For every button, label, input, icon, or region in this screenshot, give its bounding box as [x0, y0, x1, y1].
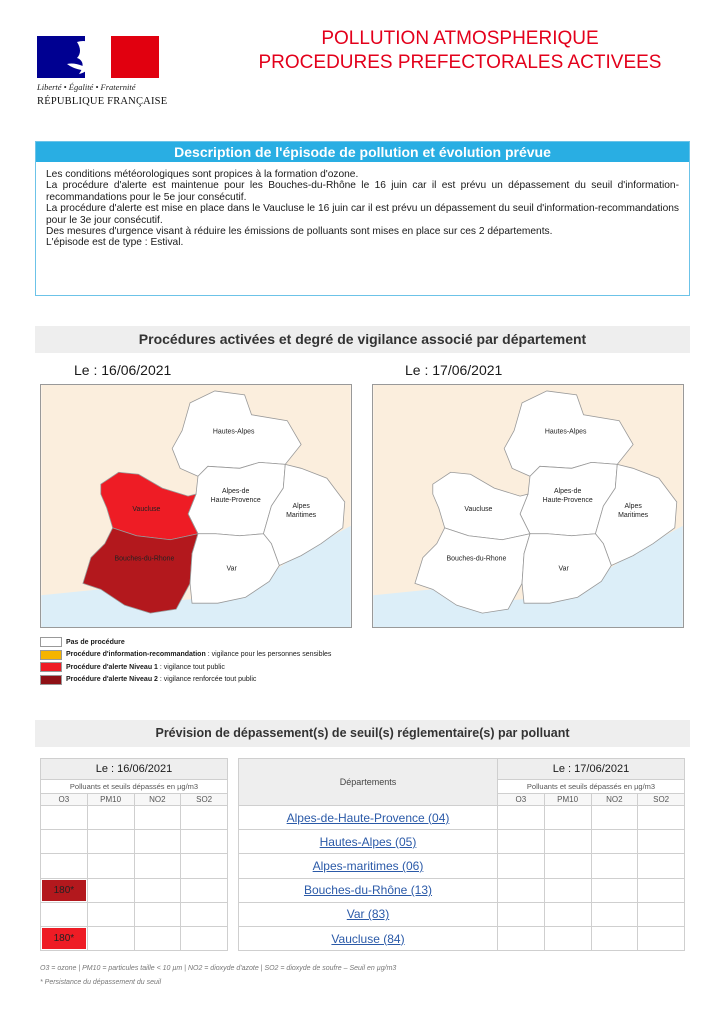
label-am-1: Alpes: [292, 502, 310, 510]
page-title: [205, 27, 715, 75]
pollutant-value: [89, 831, 133, 852]
value-cell: [181, 830, 228, 854]
pollutant-value: [182, 831, 226, 852]
pollutant-value: [89, 904, 133, 925]
table-subhead: Polluants et seuils dépassés en µg/m3: [498, 780, 685, 794]
pollutant-value: [593, 880, 637, 901]
value-cell: [181, 878, 228, 902]
col-no2: NO2: [591, 794, 638, 806]
value-cell: [591, 902, 638, 926]
legend-level: Procédure d'alerte Niveau 1: [66, 663, 158, 671]
value-cell: [41, 926, 88, 950]
pollutant-value: 180*: [42, 880, 86, 901]
value-cell: [544, 926, 591, 950]
table-row: [498, 902, 685, 926]
value-cell: [134, 902, 181, 926]
table-row: [41, 830, 228, 854]
marianne-logo-icon: [37, 36, 159, 78]
label-hautes-alpes: Hautes-Alpes: [544, 428, 587, 436]
value-cell: [87, 902, 134, 926]
title-line-1: POLLUTION ATMOSPHERIQUE: [321, 28, 599, 49]
value-cell: [638, 830, 685, 854]
value-cell: [638, 878, 685, 902]
label-var: Var: [226, 565, 237, 573]
table-row: [41, 854, 228, 878]
pollutant-value: [593, 928, 637, 949]
pollutant-value: [639, 880, 683, 901]
value-cell: [181, 854, 228, 878]
legend-row: [40, 674, 400, 687]
pollutant-value: [499, 855, 543, 876]
legend-level: Procédure d'information-recommandation: [66, 651, 206, 659]
republic-name: RÉPUBLIQUE FRANÇAISE: [37, 96, 168, 107]
value-cell: [87, 926, 134, 950]
col-o3: O3: [498, 794, 545, 806]
label-ahp-2: Haute-Provence: [210, 497, 261, 505]
pollutant-value: [42, 904, 86, 925]
description-body: [36, 162, 689, 249]
legend-swatch: [40, 637, 62, 647]
pollutant-value: [639, 807, 683, 828]
value-cell: [544, 806, 591, 830]
col-so2: SO2: [181, 794, 228, 806]
table-row: [498, 854, 685, 878]
pollutant-value: [89, 880, 133, 901]
table-row: [498, 878, 685, 902]
department-link[interactable]: Bouches-du-Rhône (13): [303, 883, 433, 898]
value-cell: [181, 902, 228, 926]
value-cell: [134, 806, 181, 830]
col-o3: O3: [41, 794, 88, 806]
pollutant-value: [639, 904, 683, 925]
value-cell: [134, 926, 181, 950]
table-row: [239, 926, 498, 950]
value-cell: [498, 902, 545, 926]
pollutant-value: [639, 831, 683, 852]
label-ahp-2: Haute-Provence: [542, 497, 593, 505]
value-cell: [87, 806, 134, 830]
value-cell: [134, 854, 181, 878]
pollutant-value: [42, 831, 86, 852]
department-link[interactable]: Alpes-de-Haute-Provence (04): [286, 810, 450, 825]
legend-swatch: [40, 650, 62, 660]
table-date: Le : 16/06/2021: [41, 759, 228, 780]
pollutant-value: [499, 807, 543, 828]
table-row: [41, 926, 228, 950]
title-line-2: PROCEDURES PREFECTORALES ACTIVEES: [258, 52, 662, 73]
legend-desc: : vigilance tout public: [157, 663, 225, 671]
pollutant-value: [639, 855, 683, 876]
label-vaucluse: Vaucluse: [132, 505, 161, 513]
value-cell: [498, 878, 545, 902]
value-cell: [498, 854, 545, 878]
pollutant-value: [182, 807, 226, 828]
value-cell: [87, 830, 134, 854]
col-pm10: PM10: [87, 794, 134, 806]
legend-desc: : vigilance pour les personnes sensibles: [205, 651, 332, 659]
value-cell: [41, 830, 88, 854]
pollutant-value: [89, 928, 133, 949]
pollutant-value: [182, 928, 226, 949]
pollutant-value: [499, 904, 543, 925]
pollutant-value: [136, 855, 180, 876]
departments-header: Départements: [239, 759, 498, 806]
map1-date: Le : 16/06/2021: [74, 362, 172, 378]
table-row: [239, 806, 498, 830]
pollutant-value: [546, 831, 590, 852]
value-cell: [87, 878, 134, 902]
legend-level: Pas de procédure: [66, 638, 125, 646]
pollutant-value: [42, 807, 86, 828]
col-so2: SO2: [638, 794, 685, 806]
table-date: Le : 17/06/2021: [498, 759, 685, 780]
pollutant-value: [136, 904, 180, 925]
procedures-heading: Procédures activées et degré de vigilance associé par département: [35, 326, 690, 353]
value-cell: [41, 878, 88, 902]
table-subhead: Polluants et seuils dépassés en µg/m3: [41, 780, 228, 794]
footnote-legend: O3 = ozone | PM10 = particules taille < 10 µm | NO2 = dioxyde d'azote | SO2 = dioxyde de soufre – Seuil en µg/m3: [40, 965, 397, 972]
republic-motto: Liberté • Égalité • Fraternité: [37, 82, 136, 92]
col-no2: NO2: [134, 794, 181, 806]
description-paragraph: La procédure d'alerte est mise en place dans le Vaucluse le 16 juin car il est prévu un dépassement du seuil d'information-recommandations pour le 3e jour consécutif.: [46, 203, 679, 226]
value-cell: [87, 854, 134, 878]
label-am-2: Maritimes: [618, 511, 649, 519]
value-cell: [134, 878, 181, 902]
legend-swatch: [40, 662, 62, 672]
pollutant-value: [499, 831, 543, 852]
forecast-heading: Prévision de dépassement(s) de seuil(s) réglementaire(s) par polluant: [35, 720, 690, 747]
pollutant-value: [546, 928, 590, 949]
pollutant-value: [136, 831, 180, 852]
value-cell: [41, 902, 88, 926]
label-bouches-du-rhone: Bouches-du-Rhone: [446, 555, 507, 563]
value-cell: [591, 830, 638, 854]
pollutant-value: [182, 904, 226, 925]
table-row: [239, 902, 498, 926]
value-cell: [591, 854, 638, 878]
value-cell: [591, 878, 638, 902]
pollutant-value: [136, 880, 180, 901]
pollutant-value: [182, 855, 226, 876]
pollutant-value: [499, 928, 543, 949]
value-cell: [544, 878, 591, 902]
value-cell: [544, 830, 591, 854]
pollutant-value: [42, 855, 86, 876]
pollutant-value: [89, 807, 133, 828]
label-ahp-1: Alpes-de: [553, 488, 582, 496]
description-paragraph: Les conditions météorologiques sont propices à la formation d'ozone.: [46, 169, 359, 180]
pollutant-table-16-06: [40, 758, 228, 951]
table-row: [41, 902, 228, 926]
legend-row: [40, 636, 400, 649]
label-ahp-1: Alpes-de: [221, 488, 250, 496]
table-row: [239, 854, 498, 878]
pollutant-table-17-06: [497, 758, 685, 951]
departments-table: [238, 758, 498, 951]
value-cell: [638, 854, 685, 878]
value-cell: [638, 902, 685, 926]
department-link[interactable]: Hautes-Alpes (05): [319, 834, 417, 849]
pollutant-value: [499, 880, 543, 901]
label-var: Var: [558, 565, 569, 573]
map-17-06: [372, 384, 684, 628]
map2-date: Le : 17/06/2021: [405, 362, 503, 378]
pollutant-value: [546, 904, 590, 925]
pollutant-value: [593, 855, 637, 876]
department-link[interactable]: Vaucluse (84): [331, 931, 405, 946]
value-cell: [544, 854, 591, 878]
value-cell: [638, 926, 685, 950]
table-row: [498, 806, 685, 830]
legend-level: Procédure d'alerte Niveau 2: [66, 676, 158, 684]
value-cell: [41, 854, 88, 878]
description-paragraph: La procédure d'alerte est maintenue pour les Bouches-du-Rhône le 16 juin car il est prévu un dépassement du seuil d'information-recommandations pour le 5e jour consécutif.: [46, 180, 679, 203]
value-cell: [591, 806, 638, 830]
pollutant-value: [136, 928, 180, 949]
legend-row: [40, 661, 400, 674]
table-row: [239, 830, 498, 854]
col-pm10: PM10: [544, 794, 591, 806]
label-hautes-alpes: Hautes-Alpes: [212, 428, 255, 436]
value-cell: [498, 806, 545, 830]
pollutant-value: [546, 880, 590, 901]
value-cell: [591, 926, 638, 950]
description-paragraph: L'épisode est de type : Estival.: [46, 237, 184, 249]
table-row: [498, 926, 685, 950]
value-cell: [638, 806, 685, 830]
value-cell: [544, 902, 591, 926]
value-cell: [498, 830, 545, 854]
department-link[interactable]: Var (83): [346, 907, 390, 922]
footnote-persistence: * Persistance du dépassement du seuil: [40, 979, 162, 986]
value-cell: [181, 806, 228, 830]
description-paragraph: Des mesures d'urgence visant à réduire les émissions de polluants sont mises en place sur ces 2 départements.: [46, 226, 553, 238]
legend-row: [40, 649, 400, 662]
pollutant-value: [182, 880, 226, 901]
map-legend: [40, 636, 400, 686]
label-am-2: Maritimes: [286, 511, 317, 519]
description-heading: Description de l'épisode de pollution et évolution prévue: [36, 142, 689, 162]
table-row: [239, 878, 498, 902]
value-cell: [498, 926, 545, 950]
pollutant-value: [89, 855, 133, 876]
legend-desc: : vigilance renforcée tout public: [157, 676, 257, 684]
label-bouches-du-rhone: Bouches-du-Rhone: [114, 555, 175, 563]
legend-swatch: [40, 675, 62, 685]
table-row: [41, 878, 228, 902]
table-row: [41, 806, 228, 830]
label-vaucluse: Vaucluse: [464, 505, 493, 513]
pollutant-value: [593, 904, 637, 925]
table-row: [498, 830, 685, 854]
value-cell: [134, 830, 181, 854]
department-link[interactable]: Alpes-maritimes (06): [312, 858, 424, 873]
pollutant-value: [546, 807, 590, 828]
value-cell: [181, 926, 228, 950]
pollutant-value: 180*: [42, 928, 86, 949]
value-cell: [41, 806, 88, 830]
label-am-1: Alpes: [624, 502, 642, 510]
description-box: [35, 141, 690, 296]
pollutant-value: [593, 807, 637, 828]
map-16-06: [40, 384, 352, 628]
pollutant-value: [546, 855, 590, 876]
pollutant-value: [136, 807, 180, 828]
pollutant-value: [639, 928, 683, 949]
pollutant-value: [593, 831, 637, 852]
